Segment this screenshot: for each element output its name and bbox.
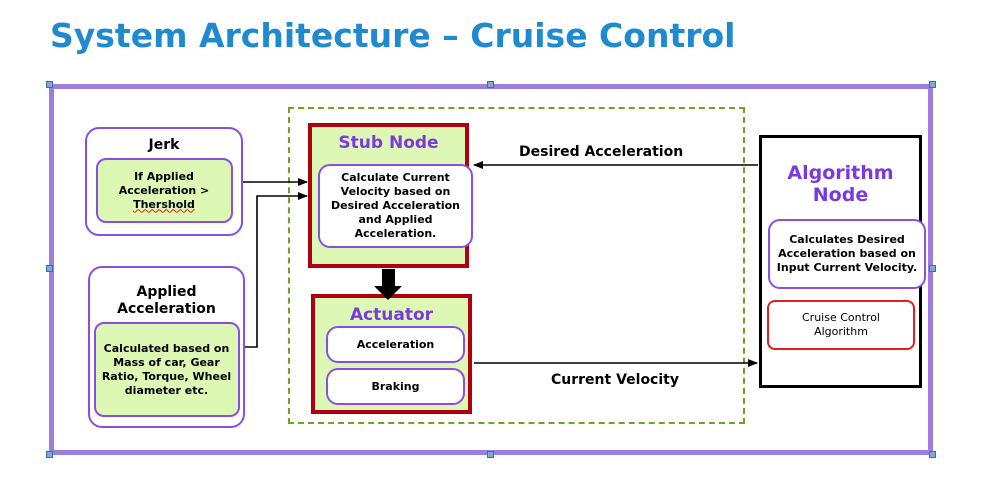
stub-to-actuator-arrow bbox=[374, 269, 402, 300]
applied-to-stub-arrow bbox=[245, 196, 307, 347]
current-velocity-label: Current Velocity bbox=[551, 372, 679, 388]
jerk-condition-line: Thershold bbox=[133, 197, 195, 211]
cruise-control-algorithm: Cruise Control Algorithm bbox=[767, 300, 915, 350]
jerk-condition-line: Acceleration > bbox=[118, 183, 210, 197]
jerk-heading: Jerk bbox=[148, 137, 180, 153]
page-title: System Architecture – Cruise Control bbox=[50, 16, 736, 55]
actuator-item-acceleration: Acceleration bbox=[326, 326, 465, 363]
desired-acceleration-label: Desired Acceleration bbox=[519, 144, 684, 160]
algorithm-node-description: Calculates Desired Acceleration based on Input Current Velocity. bbox=[768, 219, 926, 289]
stub-node-title: Stub Node bbox=[338, 133, 439, 153]
algorithm-node-title: Algorithm Node bbox=[787, 162, 894, 206]
actuator-title: Actuator bbox=[349, 305, 434, 325]
applied-acceleration-heading: Applied Acceleration bbox=[117, 284, 216, 317]
stub-node-description: Calculate Current Velocity based on Desired Acceleration and Applied Acceleration. bbox=[318, 164, 473, 248]
applied-acceleration-description: Calculated based on Mass of car, Gear Ratio, Torque, Wheel diameter etc. bbox=[94, 322, 240, 417]
actuator-item-braking: Braking bbox=[326, 368, 465, 405]
jerk-condition-line: If Applied bbox=[134, 169, 194, 183]
